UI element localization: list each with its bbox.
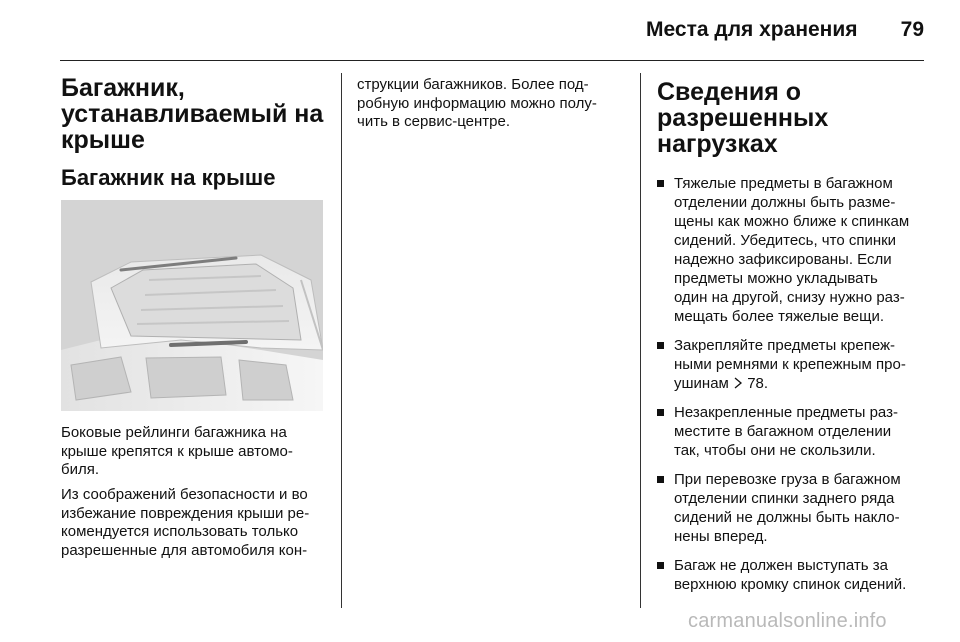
bullet-square-icon [657, 409, 664, 416]
section-title-roof-rack [61, 75, 323, 153]
text-line: ушинам 78. [674, 375, 769, 392]
section-title-line: устанавливаемый на [61, 100, 324, 128]
text-line: робную информацию можно полу- [357, 94, 597, 112]
text-line: сидений не должны быть накло- [674, 509, 900, 526]
text-line: отделении спинки заднего ряда [674, 490, 895, 507]
text-line: верхнюю кромку спинок сидений. [674, 576, 907, 593]
list-item [657, 403, 932, 460]
text-line: нены вперед. [674, 528, 768, 545]
car-roof-rails-illustration [61, 200, 323, 411]
paragraph-safety [61, 486, 331, 560]
text-line: Незакрепленные предметы раз- [674, 404, 898, 421]
text-line: Тяжелые предметы в багажном [674, 175, 893, 192]
paragraph-roof-rails [61, 424, 331, 480]
section-title-line: разрешенных [657, 104, 829, 132]
section-title-line: крыше [61, 126, 145, 154]
text-line: избежание повреждения крыши ре- [61, 504, 310, 522]
text-line: один на другой, снизу нужно раз- [674, 289, 905, 306]
text-line: отделении должны быть разме- [674, 194, 896, 211]
section-title-line: нагрузках [657, 130, 778, 158]
text-line: предметы можно укладывать [674, 270, 878, 287]
bullet-square-icon [657, 476, 664, 483]
text-line: так, чтобы они не скользили. [674, 442, 876, 459]
text-line: Багаж не должен выступать за [674, 557, 889, 574]
column-divider-right [640, 73, 641, 608]
text-line: сидений. Убедитесь, что спинки [674, 232, 897, 249]
text-line: разрешенные для автомобиля кон- [61, 541, 308, 559]
page-reference-link[interactable]: 78 [747, 375, 764, 392]
list-item [657, 556, 932, 594]
list-item [657, 470, 932, 546]
subsection-title: Багажник на крыше [61, 165, 276, 190]
list-item [657, 174, 932, 326]
section-title-line: Багажник, [61, 74, 185, 102]
text-line: Боковые рейлинги багажника на [61, 424, 287, 441]
page-reference-arrow-icon [733, 377, 743, 389]
bullet-square-icon [657, 180, 664, 187]
text-line: Из соображений безопасности и во [61, 486, 308, 503]
text-line: Закрепляйте предметы крепеж- [674, 337, 896, 354]
text-line: биля. [61, 461, 100, 478]
car-roof-icon [61, 200, 323, 411]
bullet-square-icon [657, 342, 664, 349]
paragraph-continuation [357, 76, 627, 132]
text-line: мещать более тяжелые вещи. [674, 308, 885, 325]
text-line: чить в сервис-центре. [357, 113, 510, 130]
section-title-load-info [657, 79, 828, 157]
text-line: надежно зафиксированы. Если [674, 251, 892, 268]
text-line: струкции багажников. Более под- [357, 76, 589, 93]
text-line: При перевозке груза в багажном [674, 471, 901, 488]
text-line: ными ремнями к крепежным про- [674, 356, 906, 373]
column-divider-left [341, 73, 342, 608]
running-header-title: Места для хранения [646, 18, 858, 41]
text-line: комендуется использовать только [61, 523, 299, 540]
text-line: местите в багажном отделении [674, 423, 892, 440]
page-number: 79 [900, 18, 924, 41]
text-line: крыше крепятся к крыше автомо- [61, 442, 293, 460]
load-rules-list [657, 174, 932, 604]
text-segment: ушинам [674, 375, 729, 392]
list-item [657, 336, 932, 393]
section-title-line: Сведения о [657, 78, 802, 106]
watermark: carmanualsonline.info [688, 610, 887, 632]
bullet-square-icon [657, 562, 664, 569]
text-line: щены как можно ближе к спинкам [674, 213, 910, 230]
header-divider [60, 60, 924, 61]
